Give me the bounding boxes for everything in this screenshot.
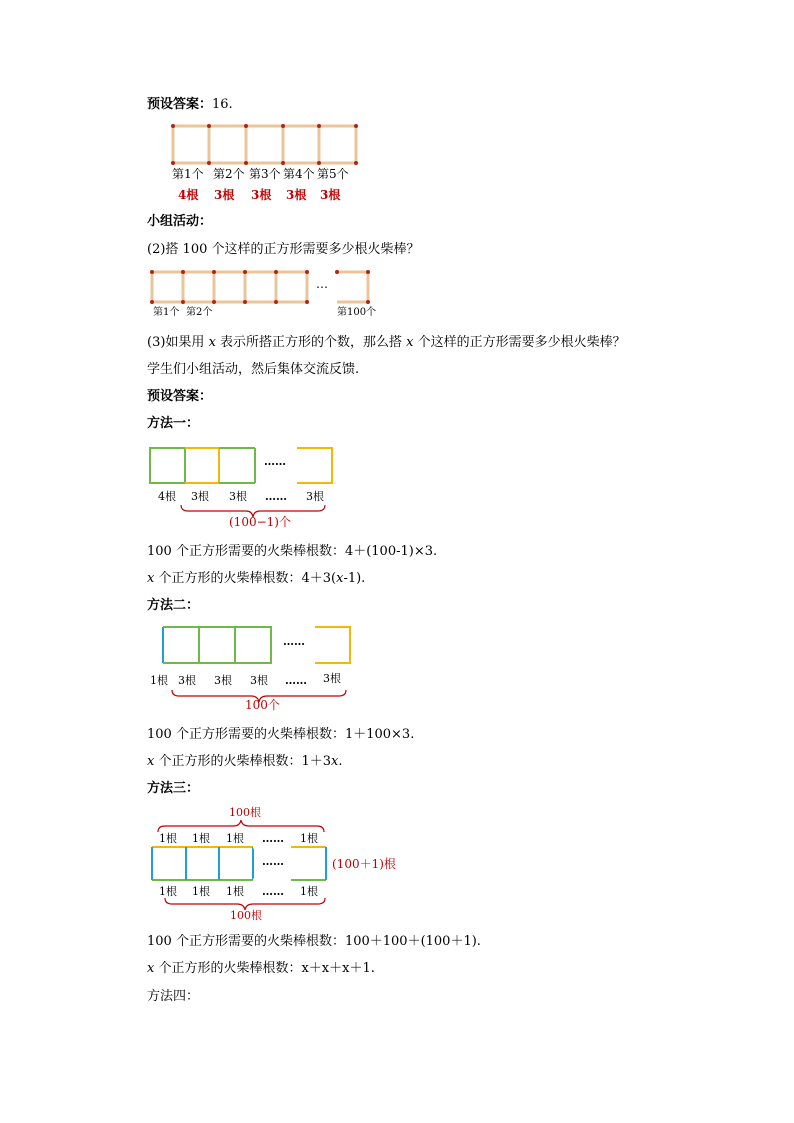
method2-dots: …… [283,635,305,648]
method1-squares [150,448,332,483]
method2-eq2-b: . [338,754,343,769]
method1-label-4: 3根 [306,490,324,503]
method1-label-2: 3根 [191,490,209,503]
method3-top-label-3: 1根 [226,832,244,845]
method3-top-label-4: 1根 [300,832,318,845]
method1-dots: …… [264,455,286,468]
method1-label-3: 3根 [229,490,247,503]
method3-bottom-label-4: 1根 [300,885,318,898]
q3-var-2: x [406,335,414,350]
method3-top-brace [158,820,324,832]
fig1-count-3: 3根 [251,188,272,202]
method3-eq2-var: x [147,961,155,976]
matchstick-squares-1 [173,126,356,163]
method3-bottom-brace-label: 100根 [230,909,262,922]
fig1-caption-5: 第5个 [317,167,349,181]
method2-eq2-var2: x [331,754,339,769]
fig1-count-5: 3根 [320,188,341,202]
method1-label-1: 4根 [158,490,176,503]
fig1-caption-4: 第4个 [283,167,315,181]
method3-top-brace-label: 100根 [229,806,261,819]
method1-eq2-b: -1). [343,571,366,586]
q3-prefix: (3)如果用 [147,335,209,350]
q3-middle: 表示所搭正方形的个数，那么搭 [215,335,407,350]
fig2-caption-1: 第1个 [153,307,180,318]
fig1-caption-2: 第2个 [213,167,245,181]
method3-bottom-label-3: 1根 [226,885,244,898]
method1-eq1: 100 个正方形需要的火柴棒根数：4＋(100-1)×3. [147,544,438,559]
q3-var-1: x [208,335,216,350]
method3-dots: …… [262,855,284,868]
method2-eq2-a: 个正方形的火柴棒根数：1＋3 [154,754,332,769]
matchstick-squares-2 [152,272,368,302]
match-heads-2 [150,270,370,304]
method3-eq2 [147,960,375,978]
fig2-caption-100: 第100个 [337,307,377,318]
method3-top-label-1: 1根 [159,832,177,845]
preset-answer-1 [147,96,233,114]
method2-eq2 [147,753,343,771]
method1-eq2-a: 个正方形的火柴棒根数：4＋3( [154,571,337,586]
method1-eq2 [147,570,365,588]
preset-answer-2-label: 预设答案： [147,389,213,404]
method2-squares [163,627,350,663]
preset-answer-value: 16. [212,97,233,112]
method3-top-label-dots: …… [262,832,284,845]
method2-title: 方法二： [147,598,200,613]
method3-top-label-2: 1根 [192,832,210,845]
method2-label-5: 3根 [323,672,341,685]
method2-brace-label: 100个 [245,698,280,712]
fig1-caption-3: 第3个 [249,167,281,181]
q3-suffix: 个这样的正方形需要多少根火柴棒？ [413,335,626,350]
match-heads-1 [171,124,358,165]
fig1-count-2: 3根 [214,188,235,202]
method3-eq2-b: 个正方形的火柴棒根数：x＋x＋x＋1. [154,961,375,976]
method1-eq2-var: x [147,571,155,586]
method1-eq2-var2: x [336,571,344,586]
method1-label-dots: …… [265,490,287,503]
fig2-ellipsis: … [316,277,328,291]
method3-bottom-label-1: 1根 [159,885,177,898]
method3-squares [152,847,326,880]
method1-brace-label: (100−1)个 [229,515,291,529]
method2-label-dots: …… [285,674,307,687]
question-3 [147,334,626,352]
method1-title: 方法一： [147,416,200,431]
method2-eq2-var: x [147,754,155,769]
method3-eq1: 100 个正方形需要的火柴棒根数：100＋100＋(100＋1). [147,934,481,949]
fig1-caption-1: 第1个 [172,167,204,181]
method3-title: 方法三： [147,781,200,796]
method4-title: 方法四： [147,989,200,1004]
group-activity-heading: 小组活动： [147,214,213,229]
method2-label-2: 3根 [178,674,196,687]
question-2: (2)搭 100 个这样的正方形需要多少根火柴棒？ [147,242,420,257]
method2-label-1: 1根 [150,674,168,687]
method3-bottom-label-2: 1根 [192,885,210,898]
method2-label-4: 3根 [250,674,268,687]
method2-label-3: 3根 [214,674,232,687]
fig2-caption-2: 第2个 [186,307,213,318]
fig1-count-4: 3根 [286,188,307,202]
method3-bottom-label-dots: …… [262,885,284,898]
students-activity: 学生们小组活动，然后集体交流反馈. [147,362,360,377]
method3-side-label: (100＋1)根 [332,857,396,871]
preset-answer-label: 预设答案： [147,97,213,112]
method2-eq1: 100 个正方形需要的火柴棒根数：1＋100×3. [147,727,415,742]
fig1-count-1: 4根 [178,188,199,202]
